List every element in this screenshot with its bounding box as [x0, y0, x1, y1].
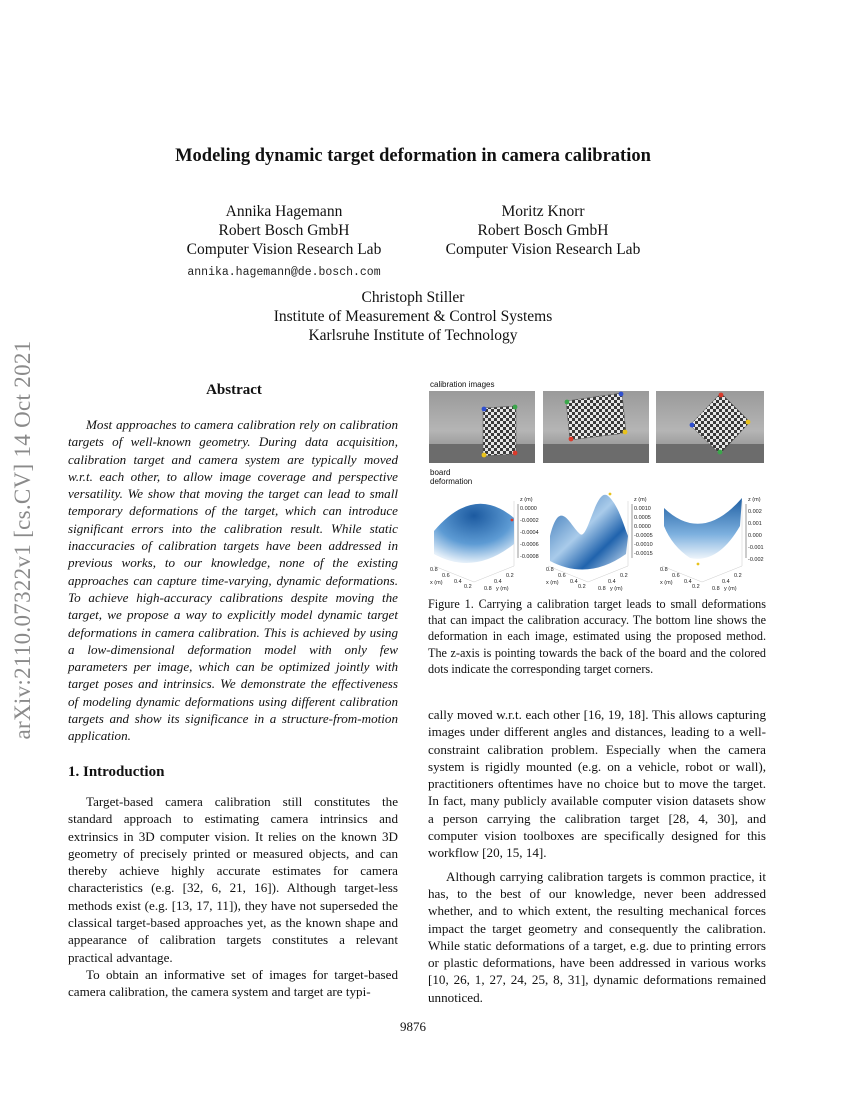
z-axis-label: z (m)	[634, 497, 647, 503]
deformation-plot-2	[546, 493, 653, 592]
x-tick: 0.6	[558, 573, 566, 579]
section-heading-introduction: 1. Introduction	[68, 764, 165, 780]
y-tick: 0.4	[608, 579, 616, 585]
author-name: Christoph Stiller	[361, 289, 465, 306]
z-tick: -0.0006	[520, 542, 539, 548]
x-tick: 0.2	[692, 584, 700, 590]
z-tick: -0.002	[748, 557, 764, 563]
x-tick: 0.6	[442, 573, 450, 579]
x-tick: 0.8	[660, 567, 668, 573]
right-column-text	[428, 706, 766, 1006]
arxiv-identifier	[2, 300, 44, 780]
calibration-photo-3	[656, 391, 764, 463]
intro-text	[68, 793, 398, 1001]
deformation-plot-3	[660, 497, 764, 592]
intro-paragraph-2: To obtain an informative set of images for target-based camera calibration, the camera system and target are typi-	[68, 966, 398, 1000]
y-tick: 0.4	[722, 579, 730, 585]
z-tick: 0.0005	[634, 515, 651, 521]
z-tick: 0.0000	[520, 506, 537, 512]
x-axis-label: x (m)	[546, 580, 559, 586]
figure-label-board: board	[430, 468, 451, 477]
y-tick: 0.2	[734, 573, 742, 579]
x-tick: 0.2	[578, 584, 586, 590]
z-tick: -0.0002	[520, 518, 539, 524]
z-tick: -0.0008	[520, 554, 539, 560]
z-tick: -0.0005	[634, 533, 653, 539]
figure-graphics	[428, 376, 768, 596]
author-affiliation: Computer Vision Research Lab	[186, 241, 382, 258]
figure-label-deformation: deformation	[430, 477, 473, 486]
y-tick: 0.8	[484, 586, 492, 592]
z-axis-label: z (m)	[520, 497, 533, 503]
z-tick: 0.0010	[634, 506, 651, 512]
arxiv-id-text: arXiv:2110.07322v1 [cs.CV] 14 Oct 2021	[10, 340, 35, 740]
author-block-1	[150, 202, 418, 282]
z-tick: 0.002	[748, 509, 762, 515]
z-axis-label: z (m)	[748, 497, 761, 503]
intro-paragraph-1: Target-based camera calibration still constitutes the standard approach to estimating camera intrinsics and extrinsics in 3D computer vision. It relies on the known 3D geometry of precisely printed or measured objects, and can thereby achieve highly accurate estimates for camera characteristics (e.g. [32, 6, 21, 16]). Although target-less methods exist (e.g. [13, 17, 11]), they have not superseded the classical target-based approaches yet, as the known shape and appearance of calibration targets constitutes a relevant practical advantage.	[68, 794, 398, 965]
x-axis-label: x (m)	[660, 580, 673, 586]
author-affiliation: Robert Bosch GmbH	[218, 222, 350, 239]
calibration-photo-2	[543, 391, 649, 463]
figure-label-images: calibration images	[430, 380, 495, 389]
figure-caption: Figure 1. Carrying a calibration target leads to small deformations that can impact the calibration accuracy. The bottom line shows the deformation in each image, estimated using the proposed method. The z-axis is pointing towards the back of the board and the colored dots indicate the corresponding target corners.	[428, 597, 766, 676]
author-name: Moritz Knorr	[501, 203, 585, 220]
z-tick: -0.0010	[634, 542, 653, 548]
y-tick: 0.8	[598, 586, 606, 592]
author-affiliation: Institute of Measurement & Control Systems	[273, 308, 553, 325]
author-email[interactable]: annika.hagemann@de.bosch.com	[187, 266, 381, 279]
paper-title: Modeling dynamic target deformation in camera calibration	[175, 146, 651, 166]
y-tick: 0.4	[494, 579, 502, 585]
deformation-plot-1	[430, 497, 539, 592]
author-affiliation: Robert Bosch GmbH	[477, 222, 609, 239]
figure-1	[428, 376, 768, 596]
z-tick: -0.0015	[634, 551, 653, 557]
z-tick: 0.0000	[634, 524, 651, 530]
x-tick: 0.4	[570, 579, 578, 585]
abstract-heading: Abstract	[206, 382, 262, 398]
y-tick: 0.2	[506, 573, 514, 579]
author-name: Annika Hagemann	[225, 203, 343, 220]
z-tick: -0.001	[748, 545, 764, 551]
page-number: 9876	[400, 1019, 426, 1034]
y-tick: 0.2	[620, 573, 628, 579]
y-axis-label: y (m)	[496, 586, 509, 592]
right-paragraph-1: cally moved w.r.t. each other [16, 19, 18]. This allows capturing images under different angles and distances, leading to a well-constraint calibration problem. Especially when the camera system is rigidly mounted (e.g. on a vehicle, robot or wall), practitioners oftentimes have no choice but to move the target. In fact, many publicly available computer vision datasets show a person carrying the calibration target [28, 4, 30], and computer vision toolboxes are specifically designed for this workflow [20, 15, 14].	[428, 707, 766, 861]
x-tick: 0.2	[464, 584, 472, 590]
author-block-2	[412, 202, 674, 259]
y-tick: 0.8	[712, 586, 720, 592]
z-tick: 0.000	[748, 533, 762, 539]
x-tick: 0.8	[546, 567, 554, 573]
abstract-text: Most approaches to camera calibration rely on calibration targets of well-known geometry. During data acquisition, calibration target and camera system are typically moved w.r.t. each other, to allow image coverage and perspective versatility. We show that moving the target can lead to small temporary deformations of the target, which can introduce significant errors into the calibration result. While static inaccuracies of calibration targets have been addressed in previous works, to our knowledge, none of the existing approaches can capture time-varying, dynamic deformations. To achieve high-accuracy calibrations despite moving the target, we propose a way to explicitly model dynamic target deformations in camera calibration. This is achieved by using a low-dimensional deformation model with only few parameters per image, which can be optimized jointly with target poses and intrinsics. We demonstrate the effectiveness of modeling dynamic deformations using different calibration targets and show its significance in a structure-from-motion application.	[68, 417, 398, 744]
right-paragraph-2: Although carrying calibration targets is common practice, it has, to the best of our knowledge, never been addressed whether, and to which extent, the resulting mechanical forces impact the target geometry and consequently the calibration. While static deformations of a target, e.g. due to printing errors or plastic deformations, have been addressed in various works [10, 26, 1, 27, 24, 25, 8, 31], dynamic deformations remained unnoticed.	[428, 868, 766, 1005]
y-axis-label: y (m)	[610, 586, 623, 592]
calibration-photo-1	[429, 391, 535, 463]
z-tick: -0.0004	[520, 530, 539, 536]
x-tick: 0.6	[672, 573, 680, 579]
z-tick: 0.001	[748, 521, 762, 527]
author-block-3	[200, 288, 626, 345]
y-axis-label: y (m)	[724, 586, 737, 592]
author-affiliation: Karlsruhe Institute of Technology	[308, 327, 518, 344]
x-tick: 0.4	[684, 579, 692, 585]
x-axis-label: x (m)	[430, 580, 443, 586]
author-affiliation: Computer Vision Research Lab	[445, 241, 641, 258]
x-tick: 0.4	[454, 579, 462, 585]
x-tick: 0.8	[430, 567, 438, 573]
